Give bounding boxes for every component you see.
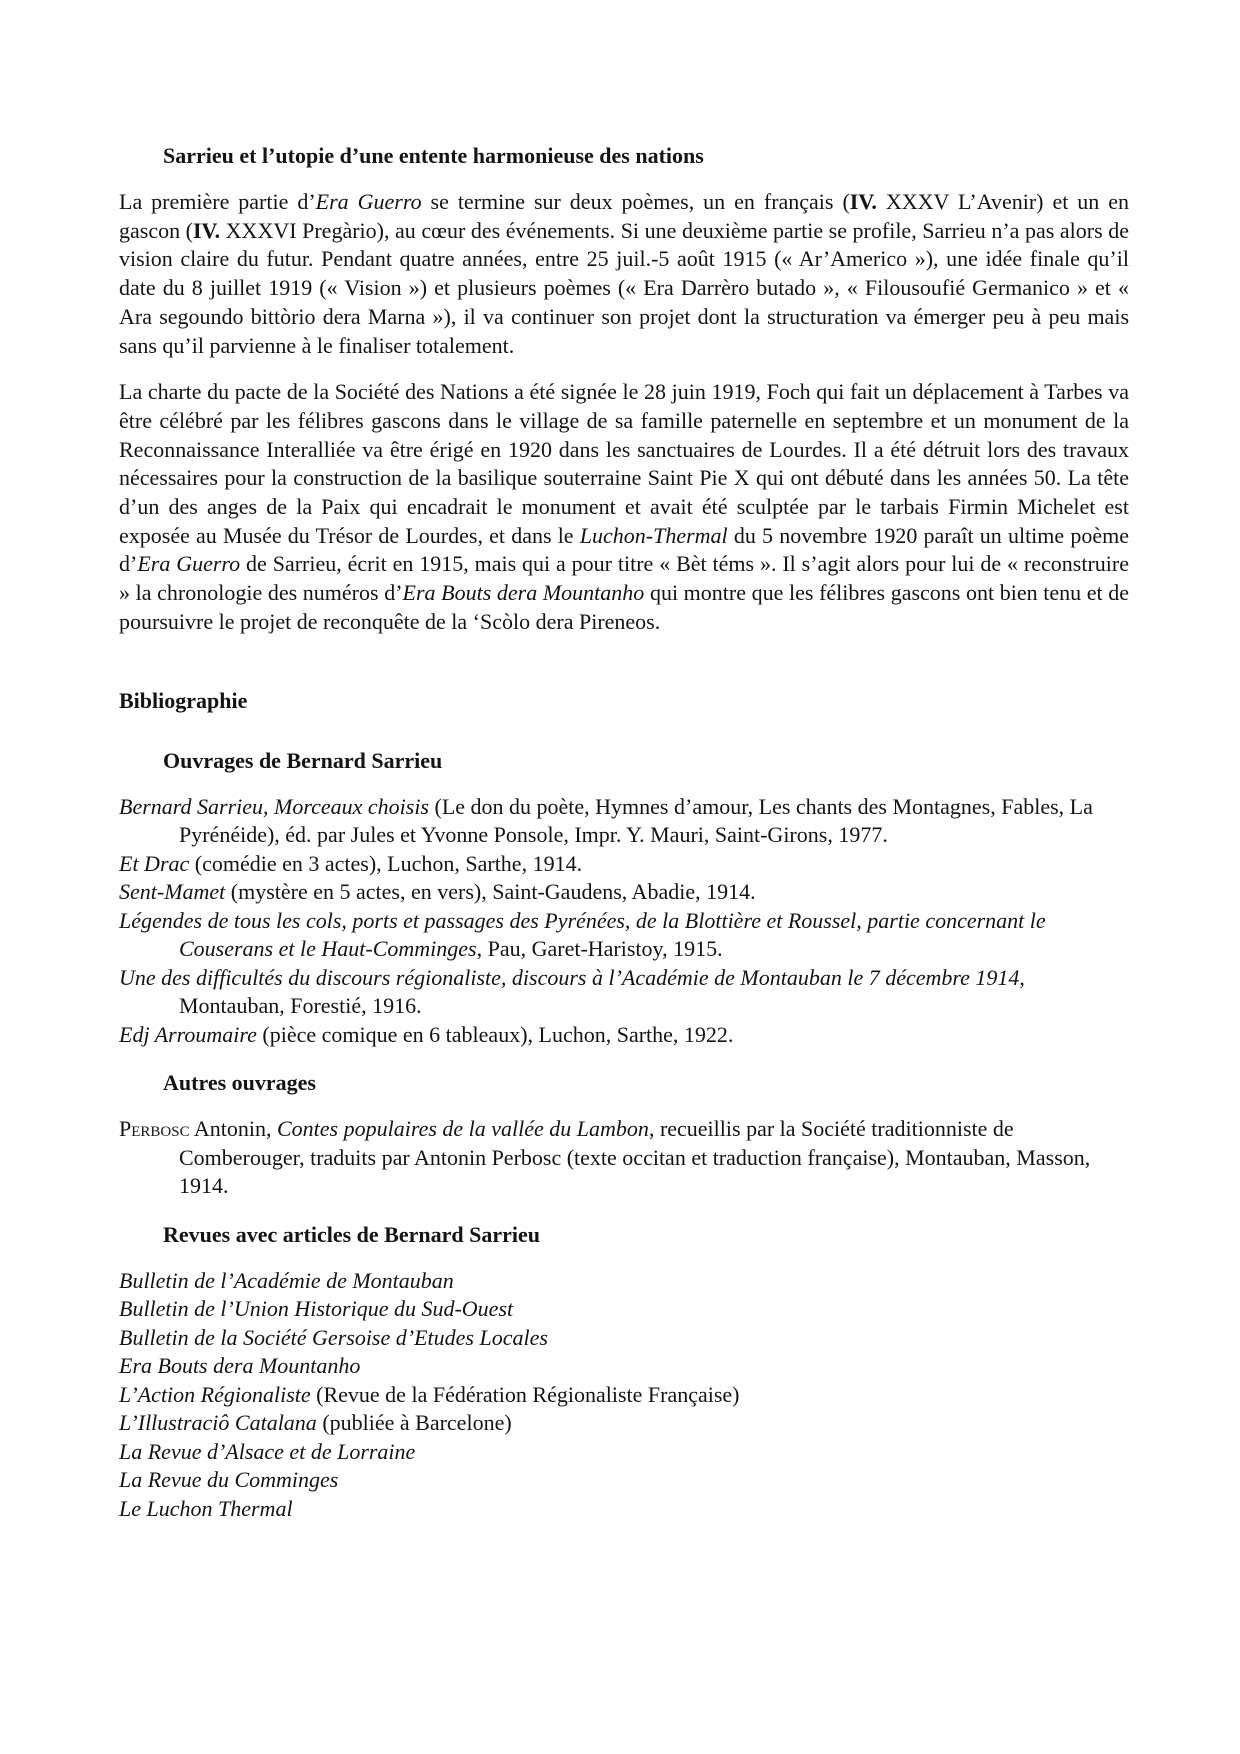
text-run: du 5 novembre 1920 paraît un ultime poème d’ <box>119 522 1129 577</box>
text-run: de Sarrieu, écrit en 1915, mais qui a pour titre « Bèt téms ». Il s’agit alors pour lui de « reconstruire » la chronologie des numéros d’ <box>119 551 1129 606</box>
text-run: XXXV L’Avenir) et un en gascon ( <box>119 189 1129 243</box>
document-content <box>119 142 1129 1523</box>
paragraph-1 <box>119 188 1129 360</box>
bib-entry: Perbosc Antonin, Contes populaires de la vallée du Lambon, recueillis par la Société traditionniste de Comberouger, traduits par Antonin Perbosc (texte occitan et traduction française), Montauban, Masson, 1914. <box>119 1116 1091 1199</box>
journal-entry: L’Illustraciô Catalana (publiée à Barcelone) <box>119 1410 512 1436</box>
bold-numeral: IV. <box>192 217 221 243</box>
other-works-title: Autres ouvrages <box>163 1070 316 1096</box>
bibliography-title: Bibliographie <box>119 687 248 713</box>
italic-title: Luchon-Thermal <box>579 522 728 548</box>
author-surname: Perbosc <box>119 1116 190 1142</box>
bib-entry: Edj Arroumaire (pièce comique en 6 tableaux), Luchon, Sarthe, 1922. <box>119 1021 734 1047</box>
journals-title: Revues avec articles de Bernard Sarrieu <box>163 1221 540 1247</box>
journal-entry: L’Action Régionaliste (Revue de la Fédération Régionaliste Française) <box>119 1381 740 1407</box>
works-title: Ouvrages de Bernard Sarrieu <box>163 747 443 773</box>
journal-entry: Bulletin de l’Union Historique du Sud-Ouest <box>119 1296 514 1322</box>
bib-entry: Bernard Sarrieu, Morceaux choisis (Le don du poète, Hymnes d’amour, Les chants des Montagnes, Fables, La Pyrénéide), éd. par Jules et Yvonne Ponsole, Impr. Y. Mauri, Saint-Girons, 1977. <box>119 793 1093 848</box>
text-run: La charte du pacte de la Société des Nations a été signée le 28 juin 1919, Foch qui fait un déplacement à Tarbes va être célébré par les félibres gascons dans le village de sa famille paternelle en septembre et un monument de la Reconnaissance Interalliée va être érigé en 1920 dans les sanctuaires de Lourdes. Il a été détruit lors des travaux nécessaires pour la construction de la basilique souterraine Saint Pie X qui ont débuté dans les années 50. La tête d’un des anges de la Paix qui encadrait le monument et avait été sculptée par le tarbais Firmin Michelet est exposée au Musée du Trésor de Lourdes, et dans le <box>119 379 1129 548</box>
journals-list <box>119 1267 1129 1524</box>
italic-title: Era Guerro <box>137 551 241 577</box>
journal-entry: Bulletin de la Société Gersoise d’Etudes Locales <box>119 1324 548 1350</box>
paragraph-2 <box>119 378 1129 636</box>
text-run: se termine sur deux poèmes, un en français ( <box>421 189 850 214</box>
bib-entry: Et Drac (comédie en 3 actes), Luchon, Sarthe, 1914. <box>119 850 583 876</box>
journal-entry: La Revue du Comminges <box>119 1467 339 1493</box>
bib-entry: Une des difficultés du discours régionaliste, discours à l’Académie de Montauban le 7 décembre 1914, Montauban, Forestié, 1916. <box>119 964 1025 1019</box>
bold-numeral: IV. <box>849 189 877 214</box>
italic-title: Era Bouts dera Mountanho <box>402 580 645 606</box>
journal-entry: Bulletin de l’Académie de Montauban <box>119 1267 454 1293</box>
journal-entry: Era Bouts dera Mountanho <box>119 1353 361 1379</box>
text-run: XXXVI Pregàrio), au cœur des événements. Si une deuxième partie se profile, Sarrieu n’a pas alors de vision claire du futur. Pendant quatre années, entre 25 juil.-5 août 1915 (« Ar’Americo »), une idée finale qu’il date du 8 juillet 1919 (« Vision ») et plusieurs poèmes (« Era Darrèro butado », « Filousoufié Germanico » et « Ara segoundo bittòrio dera Marna »), il va continuer son projet dont la structuration va émerger peu à peu mais sans qu’il parvienne à le finaliser totalement. <box>119 217 1129 358</box>
journal-entry: Le Luchon Thermal <box>119 1495 293 1521</box>
section-title: Sarrieu et l’utopie d’une entente harmonieuse des nations <box>163 143 704 168</box>
works-list <box>119 793 1129 1050</box>
text-run: qui montre que les félibres gascons ont bien tenu et de poursuivre le projet de reconquête de la ‘Scòlo dera Pireneos. <box>119 580 1130 634</box>
text-run: La première partie d’ <box>119 189 316 214</box>
journal-entry: La Revue d’Alsace et de Lorraine <box>119 1438 416 1464</box>
other-works-list <box>119 1115 1129 1201</box>
bib-entry: Sent-Mamet (mystère en 5 actes, en vers), Saint-Gaudens, Abadie, 1914. <box>119 879 756 905</box>
bib-entry: Légendes de tous les cols, ports et passages des Pyrénées, de la Blottière et Roussel, partie concernant le Couserans et le Haut-Comminges, Pau, Garet-Haristoy, 1915. <box>119 907 1046 962</box>
italic-title: Era Guerro <box>315 189 422 214</box>
